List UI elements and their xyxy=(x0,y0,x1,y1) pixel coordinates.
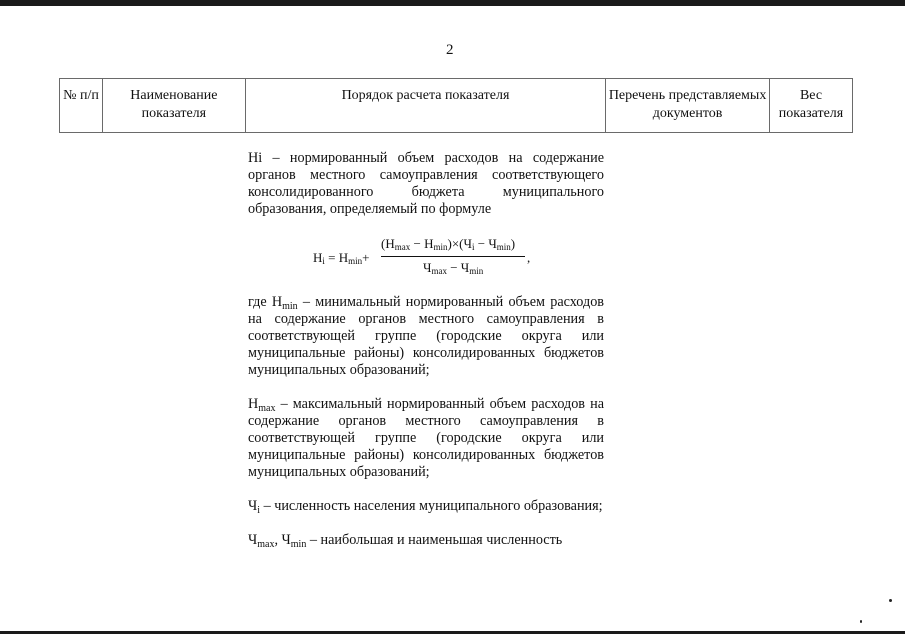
scan-speck xyxy=(860,620,862,623)
page-number: 2 xyxy=(446,42,454,58)
formula-denominator: $Ч_{max} - Ч_{min}$ xyxy=(423,260,484,276)
formula-comma: , xyxy=(527,250,531,265)
header-col-calc: Порядок расчета показателя xyxy=(245,79,605,133)
paragraph-hmin: где $Н_{min}$ – минимальный нормированный объем расходов на содержание органов местного самоуправления в соответствующей группе (городские округа или муниципальные районы) консолидированных бюджетов муниципальных образований; xyxy=(248,294,605,378)
header-col-weight: Вес показателя xyxy=(770,79,853,133)
scan-speck xyxy=(889,599,892,602)
paragraph-hmax: $Н_{max}$ – максимальный нормированный объем расходов на содержание органов местного самоуправления в соответствующей группе (городские округа или муниципальные районы) консолидированных бюджетов муниципальных образований; xyxy=(248,396,604,480)
formula-left: $Н_i = Н_{min}+$ xyxy=(313,250,370,266)
header-col-number: № п/п xyxy=(60,79,103,133)
paragraph-definition-hi: Нi – нормированный объем расходов на содержание органов местного самоуправления соответствующего консолидированного бюджета муниципального образования, определяемый по формуле xyxy=(248,150,604,217)
table-header xyxy=(59,78,853,133)
top-border xyxy=(0,0,905,6)
fraction-line xyxy=(381,256,525,257)
paragraph-chi: $Ч_i$ – численность населения муниципального образования; xyxy=(248,498,603,516)
bottom-border xyxy=(0,631,905,634)
paragraph-chmax-chmin: $Ч_{max}$, $Ч_{min}$ – наибольшая и наименьшая численность xyxy=(248,532,563,550)
formula xyxy=(313,236,553,282)
header-col-docs: Перечень представляемых документов xyxy=(606,79,770,133)
header-row xyxy=(60,79,853,133)
formula-numerator: $(Н_{max} - Н_{min})\times(Ч_i - Ч_{min})$ xyxy=(381,236,516,252)
header-col-name: Наименование показателя xyxy=(102,79,245,133)
